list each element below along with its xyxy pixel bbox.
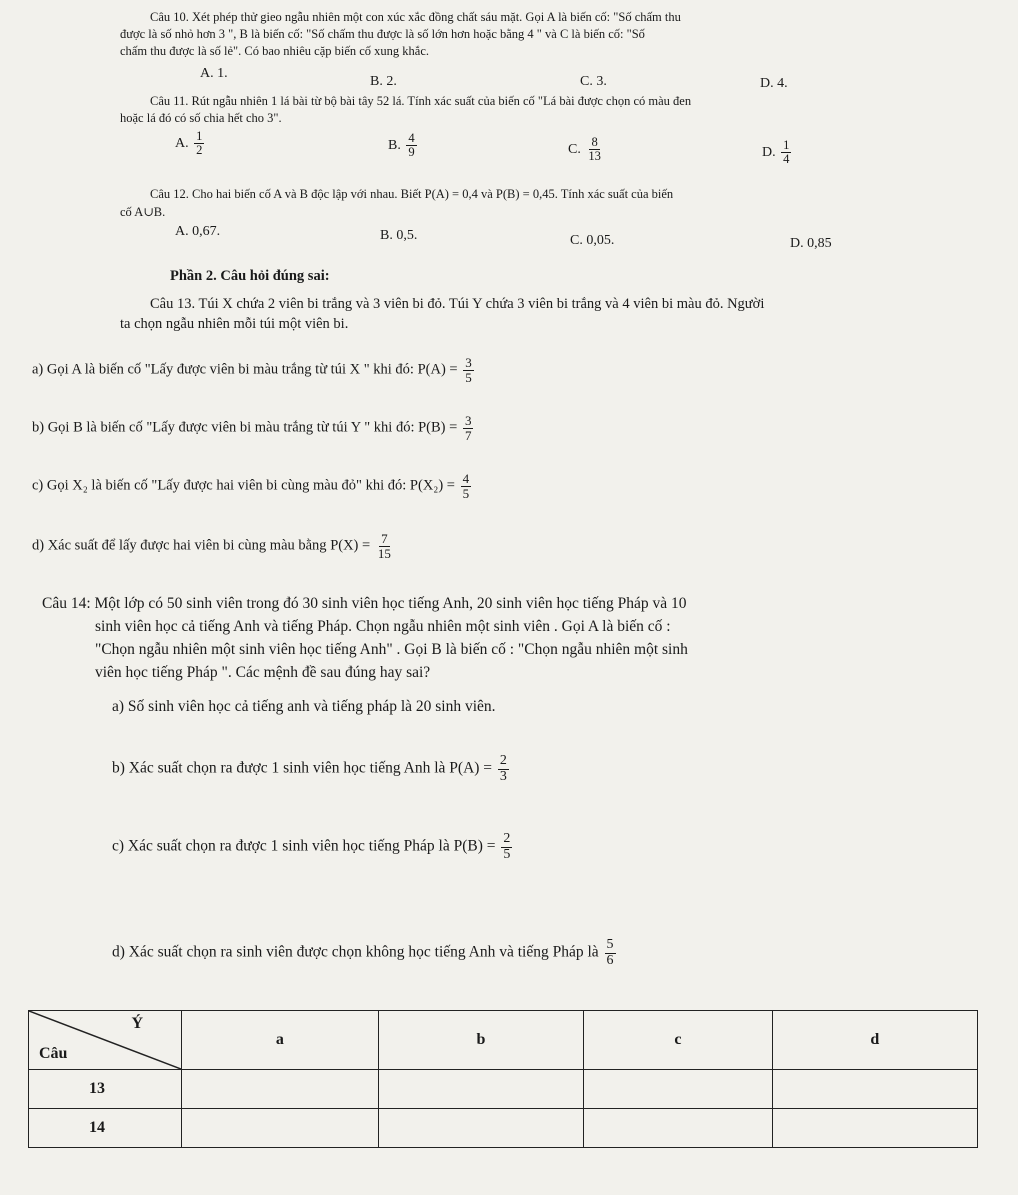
- q14-line3: "Chọn ngẫu nhiên một sinh viên học tiếng Anh" . Gọi B là biến cố : "Chọn ngẫu nhiên một sinh: [95, 641, 688, 658]
- q10-line1: Câu 10. Xét phép thử gieo ngẫu nhiên một con xúc xắc đồng chất sáu mặt. Gọi A là biến cố: "Số chấm thu: [150, 10, 681, 24]
- answer-cell-14d[interactable]: [772, 1109, 977, 1148]
- table-row: [29, 1070, 978, 1109]
- answer-cell-13a[interactable]: [182, 1070, 379, 1109]
- q14-line4: viên học tiếng Pháp ". Các mệnh đề sau đúng hay sai?: [95, 664, 431, 681]
- q12-option-b: B. 0,5.: [380, 228, 418, 243]
- q12-option-d: D. 0,85: [790, 236, 832, 251]
- q14-statement-d: d) Xác suất chọn ra sinh viên được chọn không học tiếng Anh và tiếng Pháp là $\frac{5}{6}$: [112, 937, 614, 968]
- q14-line1: Câu 14: Một lớp có 50 sinh viên trong đó 30 sinh viên học tiếng Anh, 20 sinh viên học tiếng Pháp và 10: [42, 595, 687, 612]
- q11-option-d: D. $\frac{1}{4}$: [762, 138, 790, 167]
- table-row: [29, 1109, 978, 1148]
- col-header-d: d: [772, 1011, 977, 1070]
- q10-option-c: C. 3.: [580, 74, 607, 89]
- q14-statement-a: a) Số sinh viên học cả tiếng anh và tiếng pháp là 20 sinh viên.: [112, 698, 496, 715]
- table-header-row: [29, 1011, 978, 1070]
- q13-statement-c: c) Gọi X₂ là biến cố "Lấy được hai viên bi cùng màu đỏ" khi đó: P(X₂) = $\frac{4}{5}$: [32, 471, 470, 501]
- corner-label-cau: Câu: [39, 1045, 68, 1062]
- q11-line2: hoặc lá đó có số chia hết cho 3".: [120, 111, 282, 125]
- q14-line2: sinh viên học cả tiếng Anh và tiếng Pháp. Chọn ngẫu nhiên một sinh viên . Gọi A là biến cố :: [95, 618, 671, 635]
- corner-label-y: Ý: [131, 1015, 143, 1032]
- q10-option-a: A. 1.: [200, 66, 228, 81]
- q13-line2: ta chọn ngẫu nhiên mỗi túi một viên bi.: [120, 316, 349, 332]
- q10-line2: được là số nhỏ hơn 3 ", B là biến cố: "Số chấm thu được là số lớn hơn hoặc bằng 4 " và C là biến cố: "Số: [120, 27, 645, 41]
- answer-cell-14c[interactable]: [584, 1109, 772, 1148]
- table-corner-cell: [29, 1011, 182, 1070]
- q12-line1: Câu 12. Cho hai biến cố A và B độc lập với nhau. Biết P(A) = 0,4 và P(B) = 0,45. Tính xác suất của biến: [150, 187, 674, 201]
- q13-statement-d: d) Xác suất để lấy được hai viên bi cùng màu bằng P(X) = $\frac{7}{15}$: [32, 531, 391, 561]
- q13-statement-a: a) Gọi A là biến cố "Lấy được viên bi màu trắng từ túi X " khi đó: P(A) = $\frac{3}{5}$: [32, 355, 472, 385]
- q14-statement-c: c) Xác suất chọn ra được 1 sinh viên học tiếng Pháp là P(B) = $\frac{2}{5}$: [112, 831, 511, 862]
- col-header-a: a: [182, 1011, 379, 1070]
- answer-cell-13c[interactable]: [584, 1070, 772, 1109]
- col-header-c: c: [584, 1011, 772, 1070]
- q10-line3: chấm thu được là số lẻ". Có bao nhiêu cặp biến cố xung khắc.: [120, 44, 430, 58]
- answer-cell-13d[interactable]: [772, 1070, 977, 1109]
- q11-option-a: A. $\frac{1}{2}$: [175, 129, 203, 158]
- q12-line2: cố A∪B.: [120, 205, 166, 219]
- part2-heading: Phần 2. Câu hỏi đúng sai:: [170, 268, 330, 284]
- answer-cell-14b[interactable]: [378, 1109, 583, 1148]
- answer-cell-13b[interactable]: [378, 1070, 583, 1109]
- col-header-b: b: [378, 1011, 583, 1070]
- answer-cell-14a[interactable]: [182, 1109, 379, 1148]
- q12-option-c: C. 0,05.: [570, 233, 615, 248]
- q11-option-c: C. $\frac{8}{13}$: [568, 135, 601, 164]
- q10-option-b: B. 2.: [370, 74, 397, 89]
- answer-table: [28, 1010, 978, 1148]
- q10-option-d: D. 4.: [760, 76, 788, 91]
- row-label-13: 13: [29, 1070, 182, 1109]
- q14-statement-b: b) Xác suất chọn ra được 1 sinh viên học tiếng Anh là P(A) = $\frac{2}{3}$: [112, 753, 507, 784]
- q13-line1: Câu 13. Túi X chứa 2 viên bi trắng và 3 viên bi đỏ. Túi Y chứa 3 viên bi trắng và 4 viên bi màu đỏ. Người: [150, 296, 765, 312]
- q11-option-b: B. $\frac{4}{9}$: [388, 131, 415, 160]
- q11-line1: Câu 11. Rút ngẫu nhiên 1 lá bài từ bộ bài tây 52 lá. Tính xác suất của biến cố "Lá bài được chọn có màu đen: [150, 94, 692, 108]
- row-label-14: 14: [29, 1109, 182, 1148]
- q13-statement-b: b) Gọi B là biến cố "Lấy được viên bi màu trắng từ túi Y " khi đó: P(B) = $\frac{3}{7}$: [32, 413, 472, 443]
- q12-option-a: A. 0,67.: [175, 224, 221, 239]
